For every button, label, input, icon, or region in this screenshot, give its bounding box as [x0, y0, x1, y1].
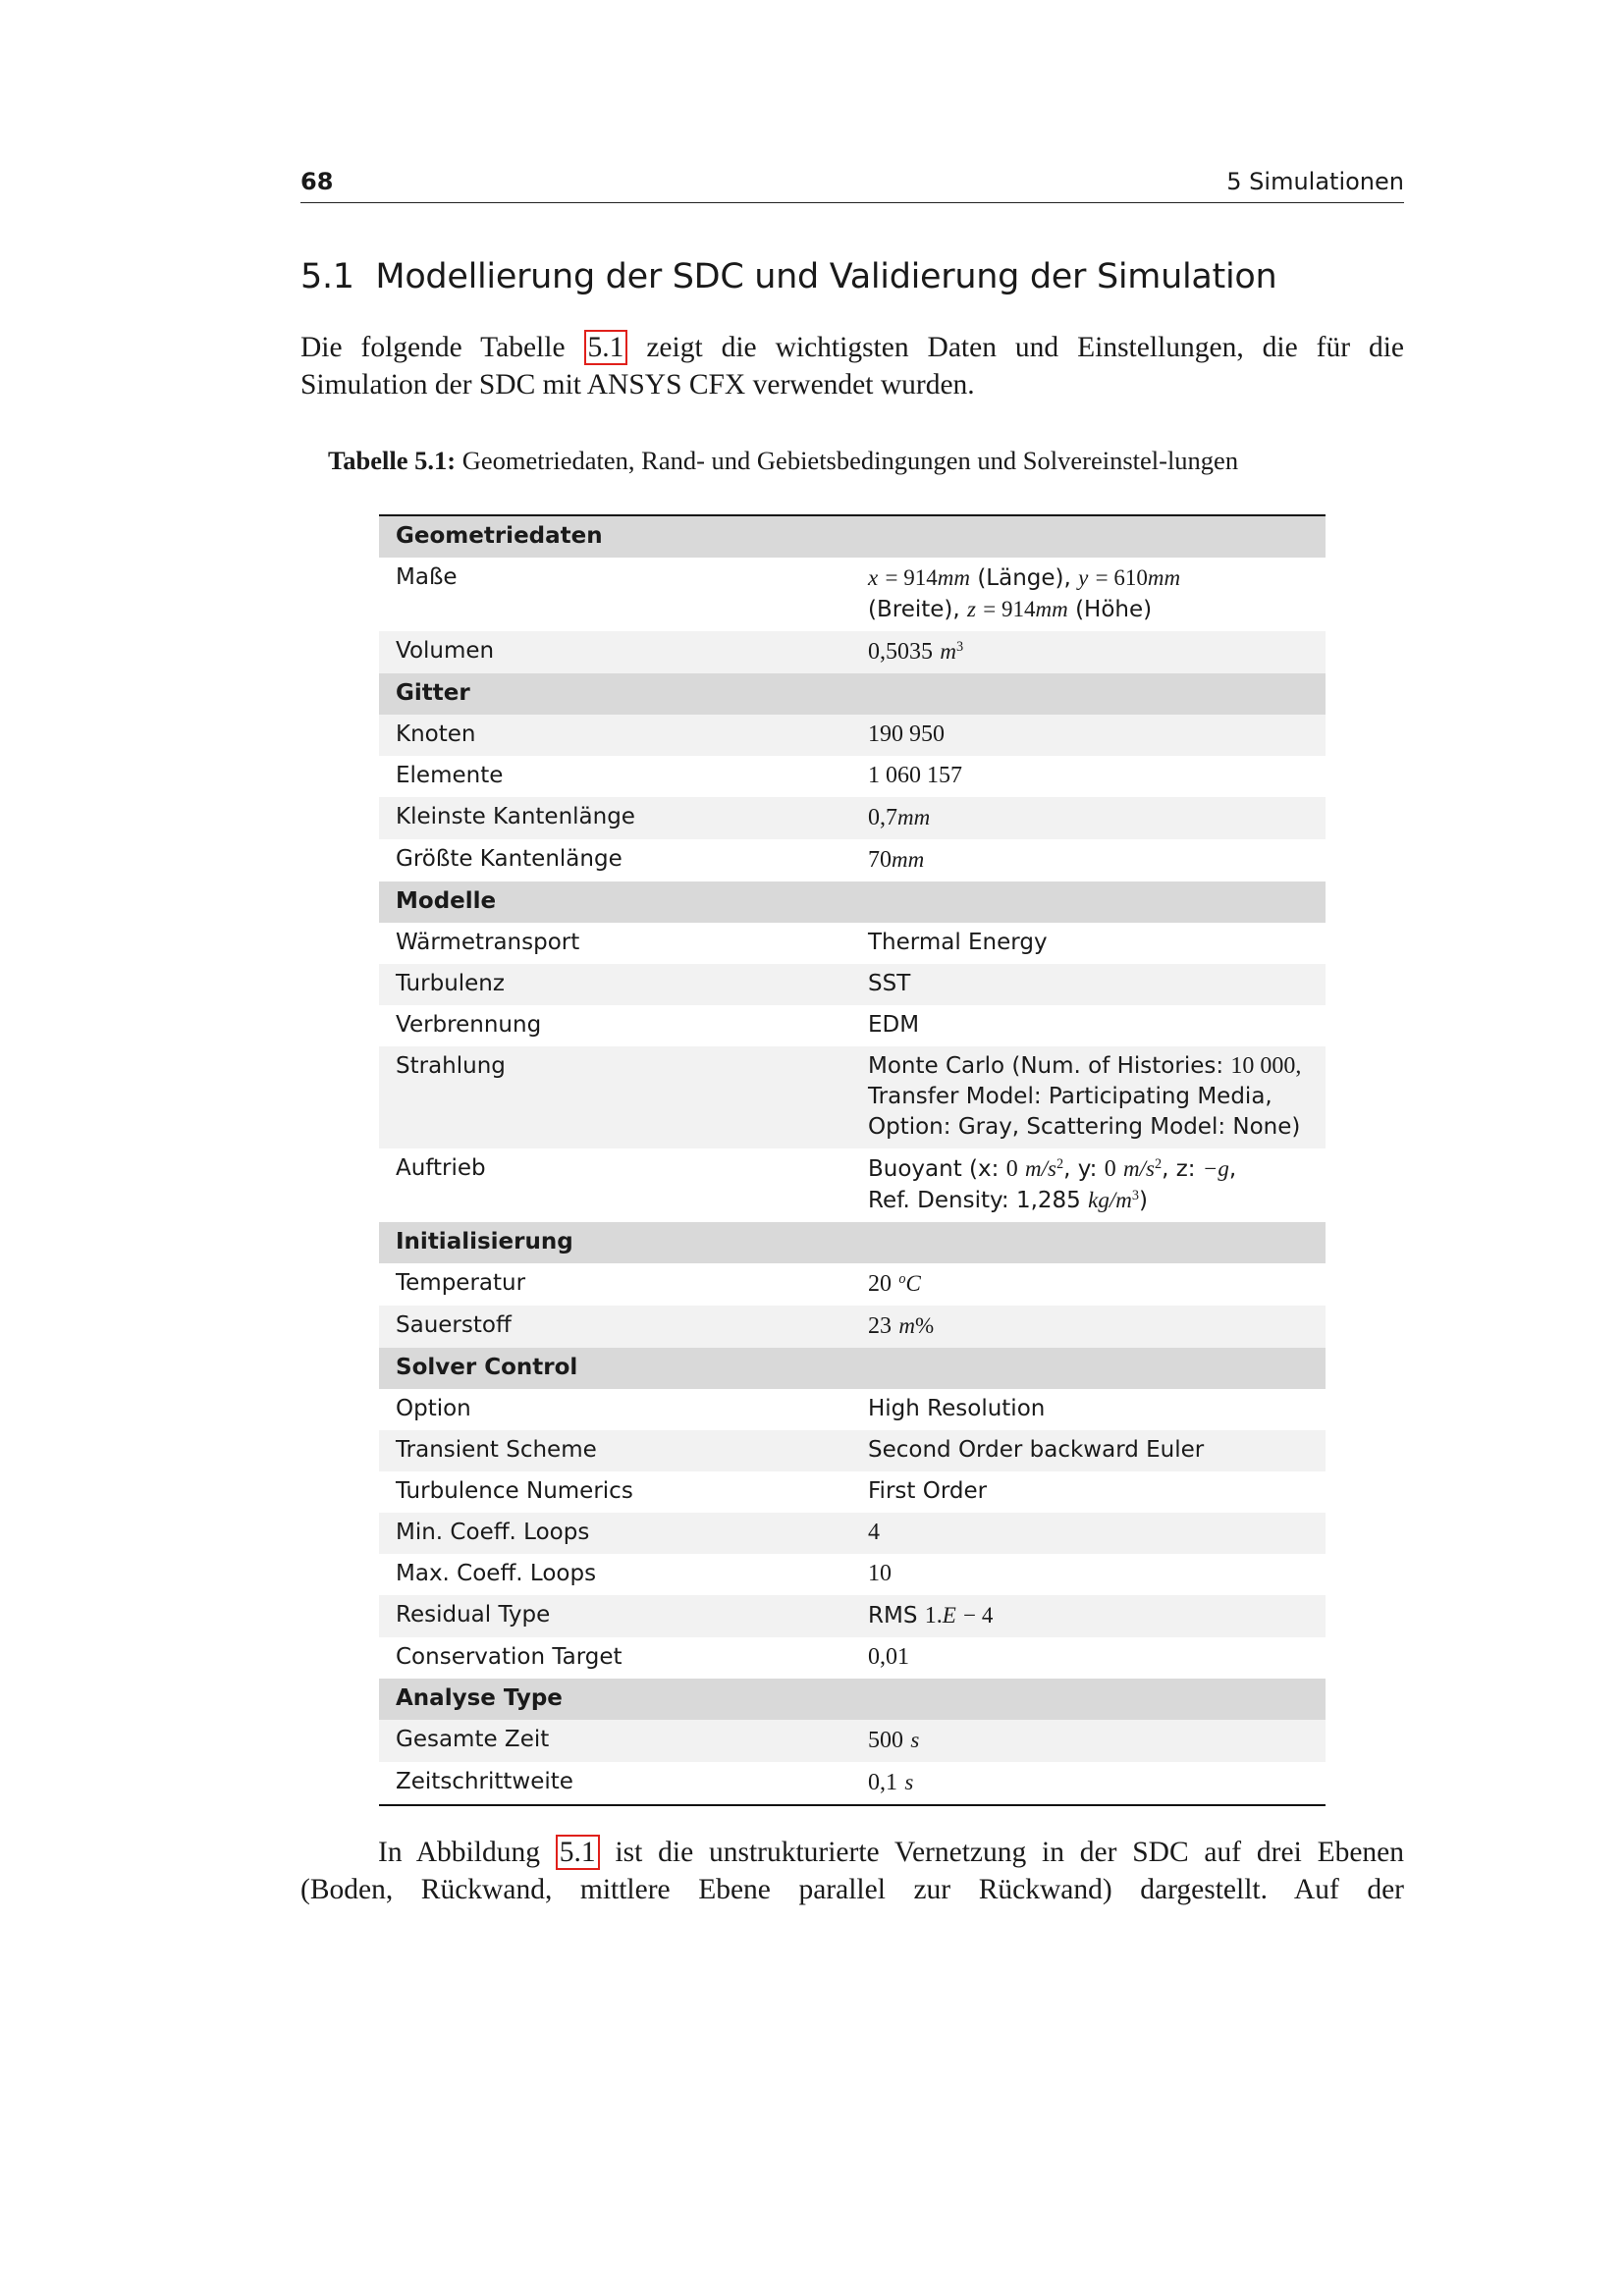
row-value: RMS 1.E − 4 [851, 1595, 1326, 1637]
row-label: Strahlung [379, 1046, 851, 1148]
table-row [379, 1637, 1326, 1679]
table-row [379, 1720, 1326, 1762]
table-row [379, 839, 1326, 881]
row-value: First Order [868, 1478, 988, 1504]
outro-line-2: (Boden, Rückwand, mittlere Ebene parallel zur Rückwand) dargestellt. Auf der [300, 1874, 1404, 1905]
row-label: Transient Scheme [379, 1430, 851, 1471]
row-value: 10 [868, 1561, 892, 1586]
row-label: Turbulence Numerics [396, 1478, 633, 1504]
row-value: 1 060 157 [868, 763, 962, 788]
row-value: 20 $^o$C [868, 1271, 921, 1297]
section-title: Modellierung der SDC und Validierung der Simulation [375, 257, 1277, 296]
row-label: Wärmetransport [396, 930, 580, 955]
caption-text: Geometriedaten, Rand- und Gebietsbedingungen und Solvereinstel-lungen [461, 446, 1239, 475]
section-label: Modelle [379, 881, 851, 923]
table-section-row [379, 1348, 1326, 1389]
intro-text-b: zeigt die wichtigsten Daten und Einstellungen, die für die [646, 332, 1405, 363]
row-value: 0,01 [868, 1644, 909, 1670]
table-row [379, 923, 1326, 964]
row-label: Maße [396, 564, 458, 590]
row-value: 500 s [851, 1720, 1326, 1762]
page-number: 68 [300, 168, 334, 195]
intro-line-2: Simulation der SDC mit ANSYS CFX verwendet wurden. [300, 369, 975, 400]
row-label: Knoten [379, 715, 851, 756]
row-value: SST [851, 964, 1326, 1005]
outro-text-b: ist die unstrukturierte Vernetzung in der SDC auf drei Ebenen [615, 1837, 1405, 1868]
row-value: Monte Carlo (Num. of Histories: 10 000, Transfer Model: Participating Media, Option: Gray, Scattering Model: None) [851, 1046, 1326, 1148]
row-value: 70mm [868, 847, 925, 873]
outro-text-a: In Abbildung [378, 1837, 540, 1868]
intro-text-a: Die folgende Tabelle [300, 332, 566, 363]
running-header [300, 165, 1404, 203]
row-value: 0,1 s [851, 1762, 1326, 1805]
section-label: Analyse Type [379, 1679, 851, 1720]
section-label: Gitter [379, 673, 851, 715]
section-label: Initialisierung [379, 1222, 851, 1263]
table-row [379, 1430, 1326, 1471]
chapter-title: 5 Simulationen [1226, 168, 1404, 195]
row-value: 0,5035 $m^3$ [851, 631, 1326, 673]
table-row [379, 797, 1326, 839]
table-row [379, 1513, 1326, 1554]
row-value: Buoyant (x: 0 $m/s^2$, y: 0 $m/s^2$, z: −g, Ref. Density: 1,285 $kg/m^3$) [868, 1156, 1237, 1213]
row-value: 0,7mm [851, 797, 1326, 839]
outro-line-1 [300, 1834, 1404, 1871]
row-value: x = 914mm (Länge), y = 610mm (Breite), z = 914mm (Höhe) [868, 565, 1181, 622]
table-row [379, 756, 1326, 797]
row-label: Größte Kantenlänge [396, 846, 623, 872]
table-section-row [379, 673, 1326, 715]
table-row [379, 1005, 1326, 1046]
table-section-row [379, 1222, 1326, 1263]
row-label: Turbulenz [379, 964, 851, 1005]
table-caption [328, 444, 1329, 477]
row-value: Thermal Energy [868, 930, 1048, 955]
table-row [379, 1046, 1326, 1148]
row-label: Min. Coeff. Loops [379, 1513, 851, 1554]
row-label: Temperatur [396, 1270, 526, 1296]
row-value: 23 m% [851, 1306, 1326, 1348]
outro-paragraph [300, 1834, 1404, 1908]
table-row [379, 1263, 1326, 1306]
section-number: 5.1 [300, 257, 354, 296]
row-label: Volumen [379, 631, 851, 673]
row-value: 4 [851, 1513, 1326, 1554]
table-row [379, 1595, 1326, 1637]
row-label: Option [396, 1396, 471, 1421]
row-label: Elemente [396, 763, 504, 788]
table-row [379, 631, 1326, 673]
table-row [379, 1389, 1326, 1430]
row-label: Zeitschrittweite [379, 1762, 851, 1805]
section-label: Geometriedaten [379, 515, 851, 558]
row-label: Conservation Target [396, 1644, 623, 1670]
table-row [379, 558, 1326, 631]
row-label: Kleinste Kantenlänge [379, 797, 851, 839]
table-reference-link[interactable]: 5.1 [584, 330, 628, 365]
table-section-row [379, 881, 1326, 923]
table-row [379, 1762, 1326, 1805]
intro-paragraph [300, 329, 1404, 403]
row-label: Residual Type [379, 1595, 851, 1637]
row-label: Max. Coeff. Loops [396, 1561, 597, 1586]
table-row [379, 1306, 1326, 1348]
row-value: Second Order backward Euler [851, 1430, 1326, 1471]
row-label: Auftrieb [396, 1155, 486, 1181]
caption-label: Tabelle 5.1: [328, 446, 457, 475]
table-section-row [379, 1679, 1326, 1720]
section-label: Solver Control [379, 1348, 851, 1389]
section-heading [300, 257, 1276, 296]
table-section-row [379, 515, 1326, 558]
table-row [379, 1471, 1326, 1513]
row-label: Sauerstoff [379, 1306, 851, 1348]
table-row [379, 715, 1326, 756]
row-value: 190 950 [851, 715, 1326, 756]
table-row [379, 1148, 1326, 1222]
simulation-settings-table [379, 514, 1326, 1806]
row-value: High Resolution [868, 1396, 1046, 1421]
row-label: Gesamte Zeit [379, 1720, 851, 1762]
table-row [379, 1554, 1326, 1595]
row-value: EDM [868, 1012, 920, 1038]
row-label: Verbrennung [396, 1012, 542, 1038]
intro-line-1 [300, 329, 1404, 366]
table-row [379, 964, 1326, 1005]
figure-reference-link[interactable]: 5.1 [556, 1835, 600, 1870]
